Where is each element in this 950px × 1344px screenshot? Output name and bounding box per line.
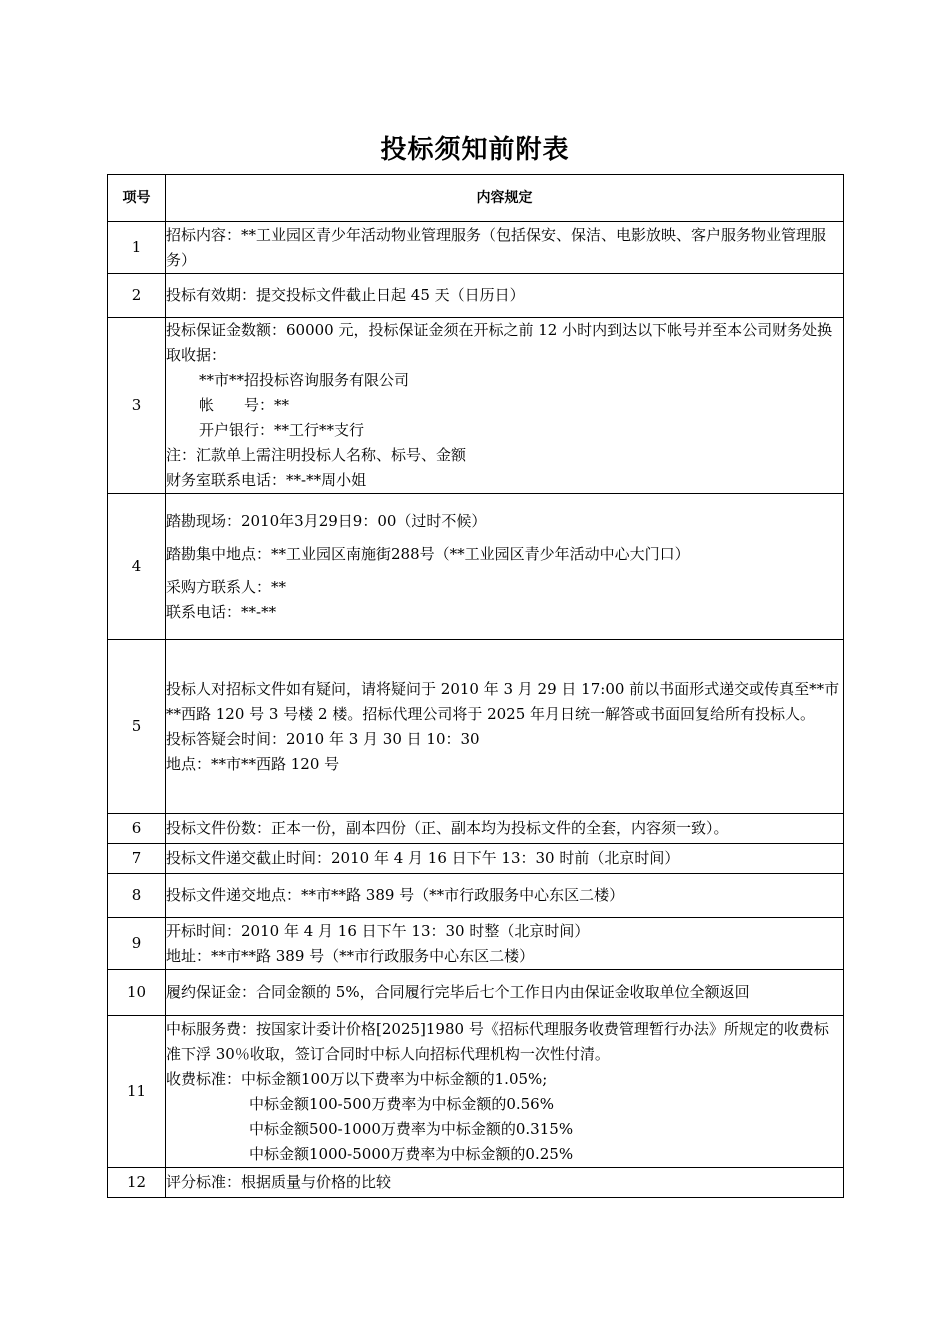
item-content	[166, 494, 844, 640]
item-number: 11	[108, 1016, 166, 1168]
content-line: 地点：**市**西路 120 号	[166, 754, 340, 773]
content-line: 中标金额1000-5000万费率为中标金额的0.25%	[249, 1144, 574, 1163]
table-row	[108, 844, 844, 874]
item-number: 7	[108, 844, 166, 874]
page-title: 投标须知前附表	[380, 135, 570, 165]
notice-table	[107, 174, 844, 1198]
content-line: 投标文件递交截止时间：2010 年 4 月 16 日下午 13：30 时前（北京时间）	[166, 849, 680, 867]
table-row	[108, 222, 844, 274]
item-content	[166, 814, 844, 844]
content-line: 采购方联系人：**	[166, 577, 287, 596]
content-line: 中标金额100-500万费率为中标金额的0.56%	[249, 1094, 554, 1113]
table-row	[108, 1016, 844, 1168]
item-content	[166, 918, 844, 970]
content-line: 投标文件份数：正本一份，副本四份（正、副本均为投标文件的全套，内容须一致）。	[166, 819, 729, 837]
content-line: 地址：**市**路 389 号（**市行政服务中心东区二楼）	[166, 946, 535, 965]
item-number: 2	[108, 274, 166, 318]
table-row	[108, 640, 844, 814]
header-item-number: 项号	[108, 175, 166, 222]
content-line: 踏勘现场：2010年3月29日9：00（过时不候）	[166, 511, 487, 530]
content-line: 评分标准：根据质量与价格的比较	[166, 1173, 392, 1191]
content-line: **市**招投标咨询服务有限公司	[199, 371, 410, 389]
table-row	[108, 814, 844, 844]
table-row	[108, 874, 844, 918]
item-content	[166, 1016, 844, 1168]
content-line: 投标保证金数额：60000 元，投标保证金须在开标之前 12 小时内到达以下帐号并至本公司财务处换取收据：	[166, 321, 833, 364]
content-line: 开户银行：**工行**支行	[199, 421, 365, 439]
item-number: 12	[108, 1168, 166, 1198]
content-line: 开标时间：2010 年 4 月 16 日下午 13：30 时整（北京时间）	[166, 921, 590, 940]
content-line: 财务室联系电话：**-**周小姐	[166, 471, 367, 489]
item-number: 3	[108, 318, 166, 494]
content-line: 中标服务费：按国家计委计价格[2025]1980 号《招标代理服务收费管理暂行办法》所规定的收费标准下浮 30％收取，签订合同时中标人向招标代理机构一次性付清。	[166, 1019, 829, 1063]
table-header-row	[108, 175, 844, 222]
item-content	[166, 970, 844, 1016]
header-content: 内容规定	[166, 175, 844, 222]
item-number: 1	[108, 222, 166, 274]
content-line: 收费标准：中标金额100万以下费率为中标金额的1.05%;	[166, 1069, 548, 1088]
table-row	[108, 318, 844, 494]
table-row	[108, 918, 844, 970]
item-number: 5	[108, 640, 166, 814]
content-line: 投标答疑会时间：2010 年 3 月 30 日 10：30	[166, 729, 480, 748]
content-line: 踏勘集中地点：**工业园区南施街288号（**工业园区青少年活动中心大门口）	[166, 544, 690, 563]
content-line: 注：汇款单上需注明投标人名称、标号、金额	[166, 446, 467, 464]
content-line: 投标有效期：提交投标文件截止日起 45 天（日历日）	[166, 286, 525, 304]
content-line: 招标内容：**工业园区青少年活动物业管理服务（包括保安、保洁、电影放映、客户服务物业管理服务）	[166, 225, 827, 269]
content-line: 履约保证金：合同金额的 5%，合同履行完毕后七个工作日内由保证金收取单位全额返回	[166, 983, 750, 1001]
item-content	[166, 274, 844, 318]
item-number: 8	[108, 874, 166, 918]
item-content	[166, 318, 844, 494]
table-row	[108, 970, 844, 1016]
item-content	[166, 222, 844, 274]
content-line: 帐 号：**	[199, 396, 290, 414]
item-content	[166, 1168, 844, 1198]
content-line: 中标金额500-1000万费率为中标金额的0.315%	[249, 1119, 574, 1138]
item-number: 10	[108, 970, 166, 1016]
content-line: 投标人对招标文件如有疑问，请将疑问于 2010 年 3 月 29 日 17:00 前以书面形式递交或传真至**市**西路 120 号 3 号楼 2 楼。招标代理公司将于 2025 年月日统一解答或书面回复给所有投标人。	[166, 679, 840, 723]
content-line: 联系电话：**-**	[166, 602, 277, 621]
item-content	[166, 874, 844, 918]
item-content	[166, 640, 844, 814]
item-number: 6	[108, 814, 166, 844]
item-number: 9	[108, 918, 166, 970]
item-number: 4	[108, 494, 166, 640]
table-row	[108, 494, 844, 640]
table-row	[108, 1168, 844, 1198]
table-row	[108, 274, 844, 318]
item-content	[166, 844, 844, 874]
content-line: 投标文件递交地点：**市**路 389 号（**市行政服务中心东区二楼）	[166, 886, 625, 904]
